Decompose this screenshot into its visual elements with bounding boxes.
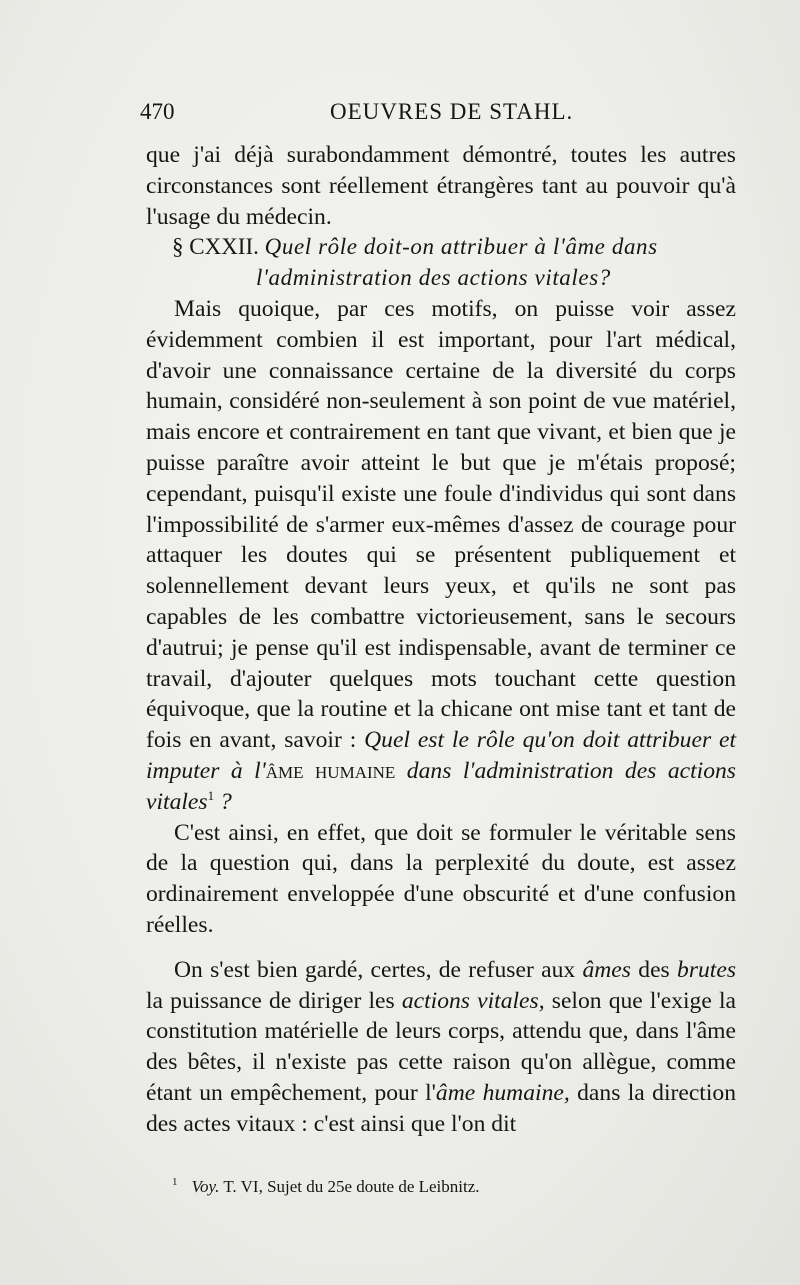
p3-italic-2: brutes [677, 956, 736, 983]
running-title: OEUVRES DE STAHL. [330, 99, 574, 124]
p3-text-b: des [638, 956, 670, 983]
page-number: 470 [140, 99, 175, 124]
section-heading [146, 232, 736, 294]
section-title: Quel rôle doit-on attribuer à l'âme dans l'administration des actions vitales? [256, 234, 658, 291]
section-number: § CXXII. [172, 234, 259, 260]
p3-text-a: On s'est bien gardé, certes, de refuser aux [174, 956, 576, 983]
paragraph-2: C'est ainsi, en effet, que doit se formuler le véritable sens de la question qui, dans la perplexité du doute, est assez ordinairement enveloppée d'une obscurité et d'une confusion réelles. [146, 819, 736, 938]
question-part-a: Quel est le rôle qu'on doit attribuer et imputer à l' [146, 727, 737, 784]
page-header [140, 97, 740, 137]
p3-text-e: dans la direction des actes vitaux : c'est ainsi que l'on dit [146, 1079, 736, 1137]
p3-italic-1: âmes [582, 956, 631, 983]
question-smallcaps: âme humaine [265, 757, 396, 784]
p3-text-c: la puissance de diriger les [146, 987, 395, 1014]
footnote-reference: 1 [207, 787, 215, 803]
question-part-b: dans l'administration des actions vitales [146, 757, 736, 815]
footnote-text: T. VI, Sujet du 25e doute de Leibnitz. [223, 1177, 480, 1196]
paragraph-1 [146, 294, 736, 818]
paragraph-1-text: Mais quoique, par ces motifs, on puisse voir assez évidemment combien il est important, pour l'art médical, d'avoir une connaissance certaine de la diversité du corps humain, considéré non-seulement à son point de vue matériel, mais encore et contrairement en tant que vivant, et bien que je puisse paraître avoir atteint le but que je m'étais proposé; cependant, puisqu'il existe une foule d'individus qui sont dans l'impossibilité de s'armer eux-mêmes d'assez de courage pour attaquer les doutes qui se présentent publiquement et solennellement devant leurs yeux, et qu'ils ne sont pas capables de les combattre victorieusement, sans le secours d'autrui; je pense qu'il est indispensable, avant de terminer ce travail, d'ajouter quelques mots touchant cette question équivoque, que la routine et la chicane ont mise tant et tant de fois en avant, savoir : [146, 295, 736, 754]
body-text [146, 140, 736, 1140]
footnote-marker: 1 [172, 1176, 178, 1189]
paragraph-3 [146, 955, 736, 1140]
footnote-voy: Voy. [191, 1177, 220, 1196]
paragraph-continued: que j'ai déjà surabondamment démontré, toutes les autres circonstances sont réellement étrangères tant au pouvoir qu'à l'usage du médecin. [146, 142, 736, 230]
question-end: ? [220, 788, 232, 815]
p3-italic-3: actions vitales, [401, 987, 545, 1014]
p3-text-d: selon que l'exige la constitution matérielle de leurs corps, attendu que, dans l'âme des bêtes, il n'existe pas cette raison qu'on allègue, comme étant un empêchement, pour l' [146, 987, 736, 1106]
footnote [172, 1177, 732, 1197]
p3-italic-4: âme humaine, [435, 1079, 570, 1106]
